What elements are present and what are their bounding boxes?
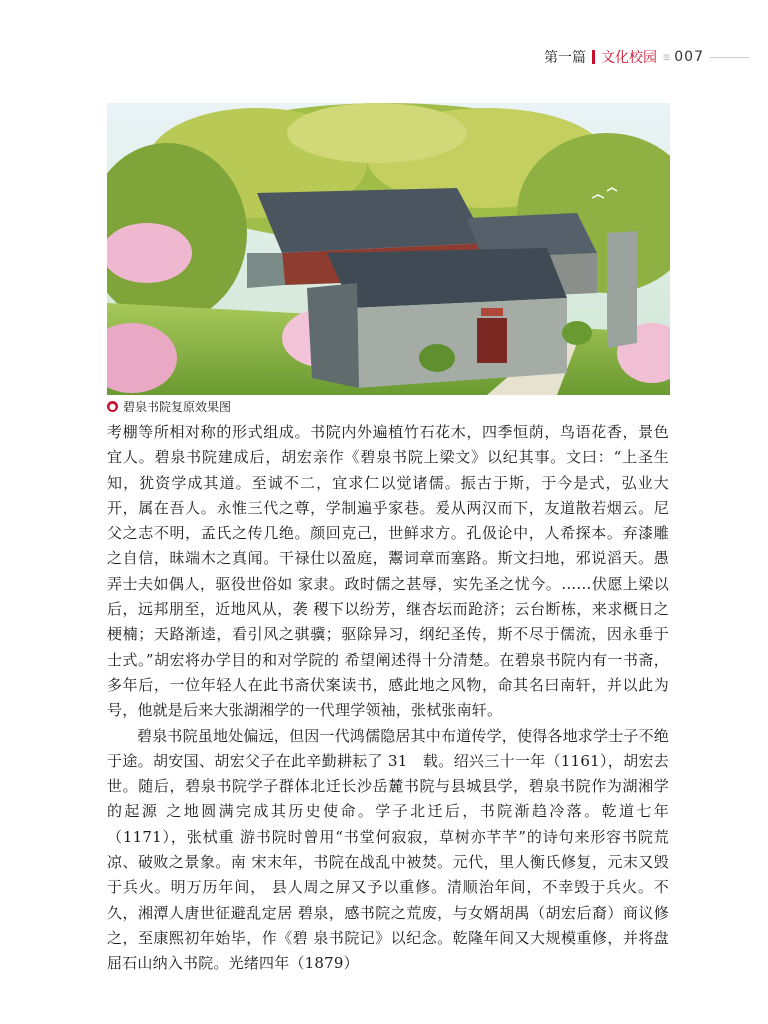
academy-illustration bbox=[107, 103, 670, 395]
paragraph: 碧泉书院虽地处偏远，但因一代鸿儒隐居其中布道传学，使得各地求学士子不绝于途。胡安国、胡宏父子在此辛勤耕耘了 31 载。绍兴三十一年（1161），胡宏去世。随后，碧泉书院学子群体北迁长沙岳麓书院与县城县学，碧泉书院作为湖湘学的起源 之地圆满完成其历史使命。学子北迁后，书院渐趋冷落。乾道七年（1171），张栻重 游书院时曾用“书堂何寂寂，草树亦芊芊”的诗句来形容书院荒凉、破败之景象。南 宋末年，书院在战乱中被焚。元代，里人衡氏修复，元末又毁于兵火。明万历年间， 县人周之屏又予以重修。清顺治年间，不幸毁于兵火。不久，湘潭人唐世征避乱定居 碧泉，感书院之荒废，与女婿胡禺（胡宏后裔）商议修之，至康熙初年始毕，作《碧 泉书院记》以纪念。乾隆年间又大规模重修，并将盘屈石山纳入书院。光绪四年（1879） bbox=[107, 726, 670, 973]
figure-caption bbox=[107, 398, 231, 415]
header-ornament: ≡ bbox=[663, 50, 669, 64]
section-label: 文化校园 bbox=[601, 50, 658, 66]
photo-bullet-icon: ● bbox=[107, 401, 118, 412]
header-rule bbox=[710, 57, 750, 58]
page-number: 007 bbox=[674, 49, 704, 65]
body-text bbox=[107, 420, 669, 977]
running-header bbox=[544, 46, 750, 68]
caption-text: 碧泉书院复原效果图 bbox=[123, 400, 232, 414]
chapter-label: 第一篇 bbox=[544, 50, 587, 66]
paragraph: 考棚等所相对称的形式组成。书院内外遍植竹石花木，四季恒荫，鸟语花香，景色宜人。碧泉书院建成后，胡宏亲作《碧泉书院上梁文》以纪其事。文曰：“上圣生知，犹资学成其道。至诚不二，宜求仁以觉诸儒。振古于斯，于今是式，弘业大开，属在吾人。永惟三代之尊，学制遍乎家巷。爰从两汉而下，友道散若烟云。尼父之志不明，孟氏之传几绝。颜回克己，世鲜求方。孔伋论中，人希探本。弃漆雕之自信，昧端木之真闻。干禄仕以盈庭，鬻词章而塞路。斯文扫地，邪说滔天。愚弄士夫如偶人，驱役世俗如 家隶。政时儒之甚辱，实先圣之忧今。……伏愿上梁以后，远邦朋至，近地风从，袭 稷下以纷芳，继杏坛而跄济；云台断栋，来求概日之梗楠；天路渐逵，看引风之骐骥；驱除异习，纲纪圣传，斯不尽于儒流，因永垂于士式。”胡宏将办学目的和对学院的 希望阐述得十分清楚。在碧泉书院内有一书斋，多年后，一位年轻人在此书斋伏案读书，感此地之风物，命其名曰南轩，并以此为号，他就是后来大张湖湘学的一代理学领袖，张栻张南轩。 bbox=[107, 423, 669, 720]
header-divider bbox=[592, 50, 595, 64]
